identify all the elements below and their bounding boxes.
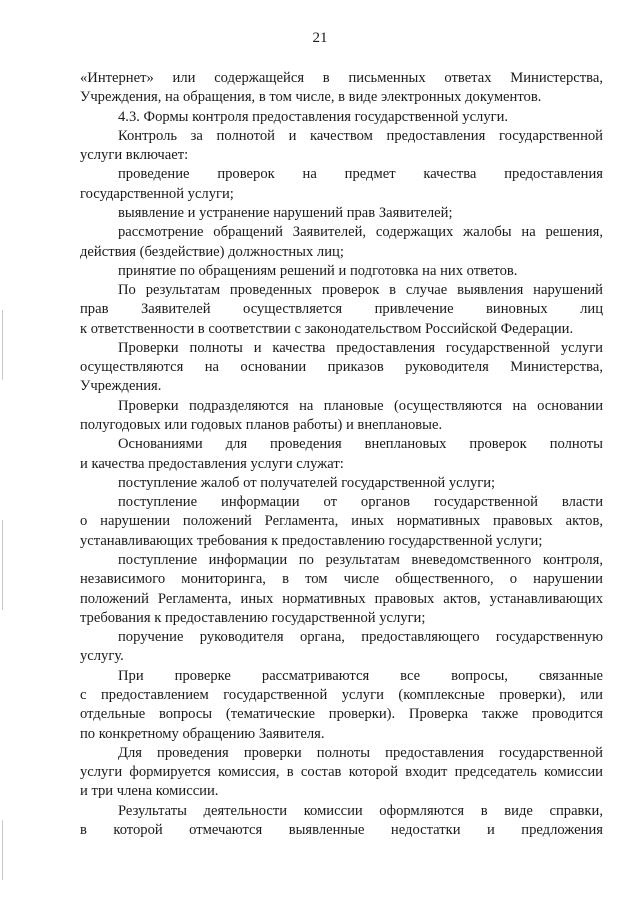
page-number: 21 <box>312 30 328 46</box>
text-line: с предоставлением государственной услуги (комплексные проверки), или <box>80 686 603 703</box>
text-line: осуществляются на основании приказов руководителя Министерства, <box>80 359 603 376</box>
text-line: прав Заявителей осуществляется привлечение виновных лиц <box>80 301 603 318</box>
text-line: поступление информации от органов государственной власти <box>118 494 603 511</box>
text-line: устанавливающих требования к предоставлению государственной услуги; <box>80 532 543 549</box>
text-line: положений Регламента, иных нормативных правовых актов, устанавливающих <box>80 590 603 607</box>
text-line: поступление жалоб от получателей государственной услуги; <box>118 474 496 491</box>
text-line: поступление информации по результатам вневедомственного контроля, <box>118 552 603 568</box>
text-line: 4.3. Формы контроля предоставления государственной услуги. <box>118 108 509 125</box>
text-line: Проверки полноты и качества предоставления государственной услуги <box>118 339 603 356</box>
text-line: полугодовых или годовых планов работы) и внеплановые. <box>80 417 443 434</box>
text-line: Учреждения, на обращения, в том числе, в виде электронных документов. <box>80 89 542 106</box>
text-line: требования к предоставлению государственной услуги; <box>80 609 426 626</box>
scan-edge-mark <box>2 520 3 610</box>
text-line: и три члена комиссии. <box>80 783 219 800</box>
text-line: По результатам проведенных проверок в случае выявления нарушений <box>118 282 603 299</box>
text-line: к ответственности в соответствии с законодательством Российской Федерации. <box>80 320 574 337</box>
text-line: услуги включает: <box>80 147 189 164</box>
text-line: в которой отмечаются выявленные недостатки и предложения <box>80 821 603 838</box>
text-line: Основаниями для проведения внеплановых проверок полноты <box>118 436 603 453</box>
scan-edge-mark <box>2 310 3 380</box>
text-line: При проверке рассматриваются все вопросы, связанные <box>118 667 603 684</box>
text-line: «Интернет» или содержащейся в письменных ответах Министерства, <box>80 70 603 86</box>
text-line: выявление и устранение нарушений прав Заявителей; <box>118 204 453 221</box>
text-line: независимого мониторинга, в том числе общественного, о нарушении <box>80 571 603 588</box>
text-line: и качества предоставления услуги служат: <box>80 455 344 472</box>
text-line: Проверки подразделяются на плановые (осуществляются на основании <box>118 397 603 414</box>
text-line: проведение проверок на предмет качества предоставления <box>118 166 603 183</box>
text-line: действия (бездействие) должностных лиц; <box>80 243 344 260</box>
text-line: отдельные вопросы (тематические проверки). Проверка также проводится <box>80 706 603 723</box>
text-line: поручение руководителя органа, предоставляющего государственную <box>118 629 603 646</box>
text-line: Результаты деятельности комиссии оформляются в виде справки, <box>118 802 603 819</box>
text-line: по конкретному обращению Заявителя. <box>80 725 325 742</box>
text-line: услугу. <box>80 648 124 665</box>
text-line: принятие по обращениям решений и подготовка на них ответов. <box>118 262 518 279</box>
text-line: Учреждения. <box>80 378 162 395</box>
text-line: государственной услуги; <box>80 185 234 202</box>
text-line: Для проведения проверки полноты предоставления государственной <box>118 744 603 761</box>
text-line: рассмотрение обращений Заявителей, содержащих жалобы на решения, <box>118 224 603 241</box>
text-line: о нарушении положений Регламента, иных нормативных правовых актов, <box>80 513 603 530</box>
scan-edge-mark <box>2 820 3 880</box>
text-line: услуги формируется комиссия, в состав которой входит председатель комиссии <box>80 764 603 781</box>
text-line: Контроль за полнотой и качеством предоставления государственной <box>118 127 603 144</box>
